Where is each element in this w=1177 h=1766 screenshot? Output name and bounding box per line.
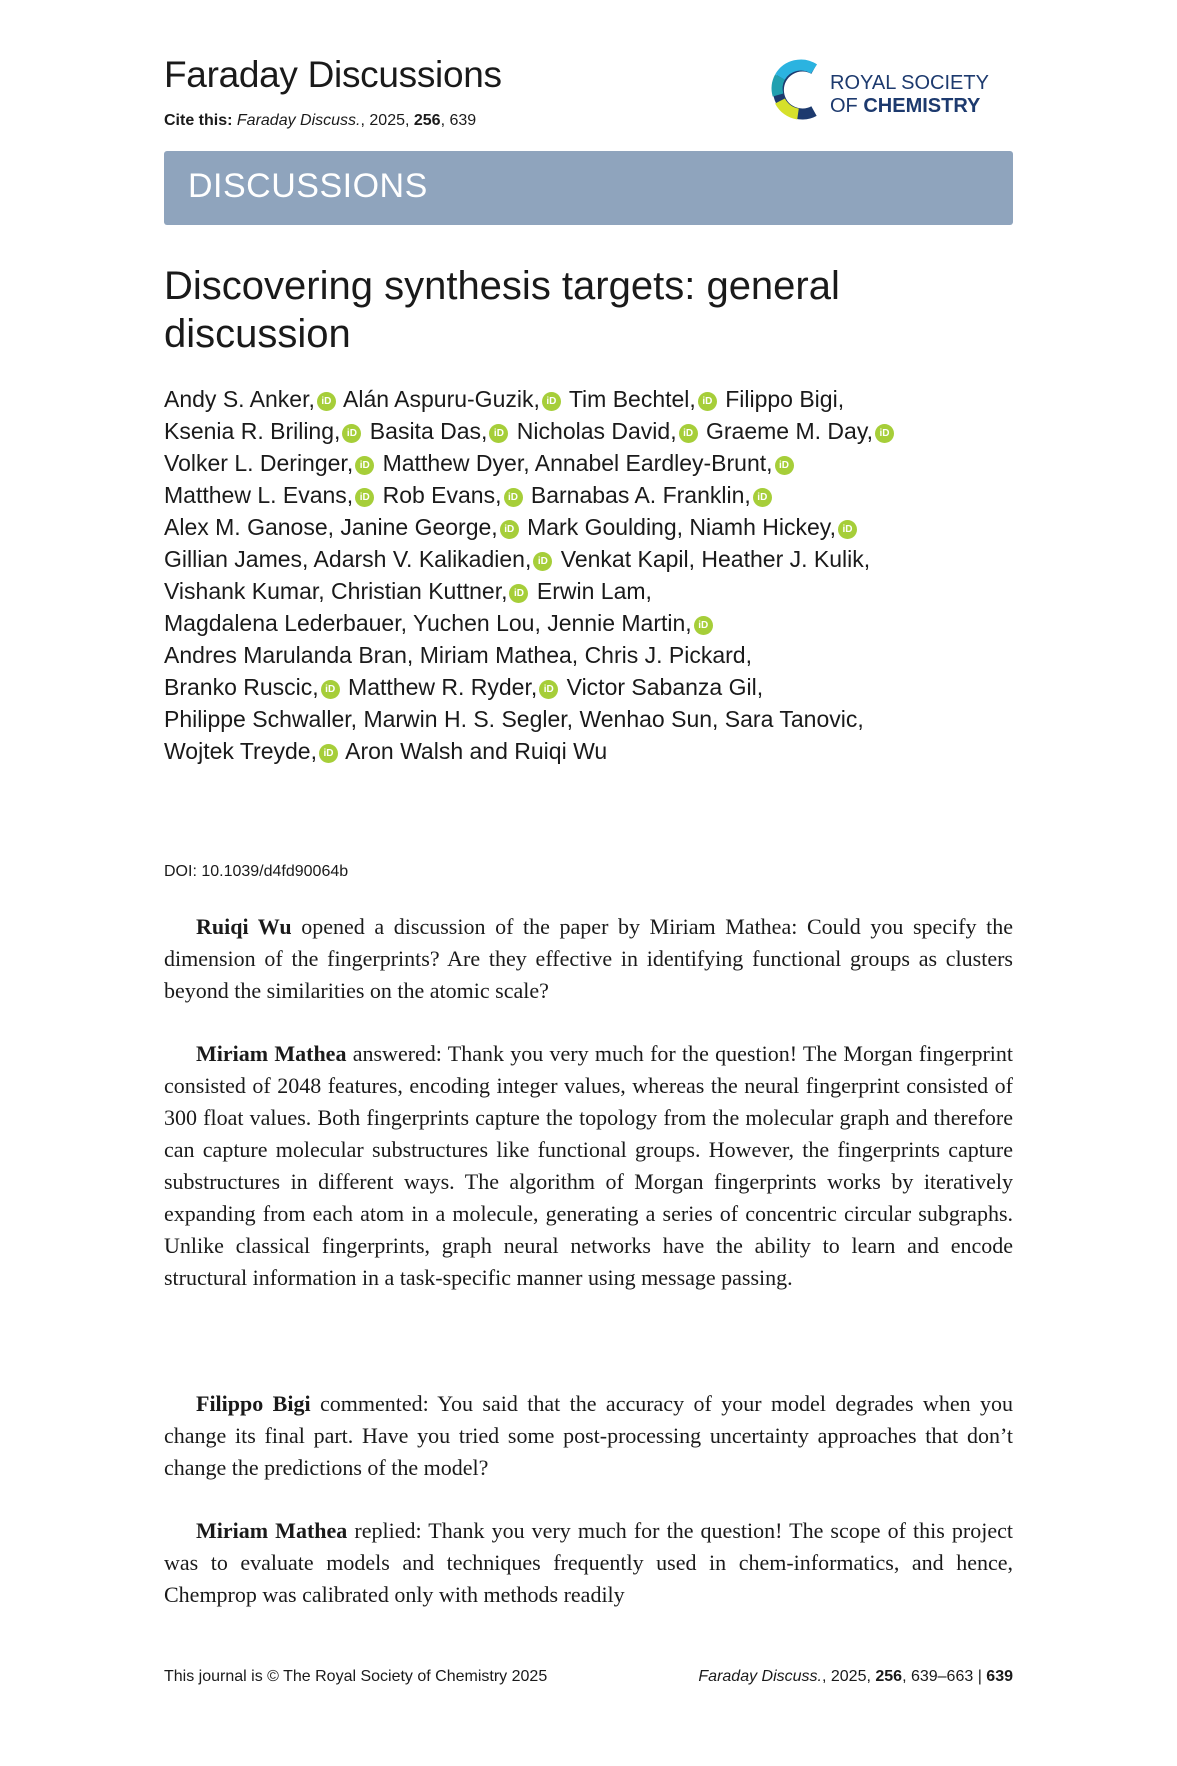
orcid-icon[interactable]: iD bbox=[775, 456, 794, 475]
cite-journal: Faraday Discuss. bbox=[236, 112, 361, 129]
author-name: Barnabas A. Franklin, bbox=[524, 482, 751, 508]
orcid-icon[interactable]: iD bbox=[509, 584, 528, 603]
paragraph-text: replied: Thank you very much for the question! The scope of this project was to evaluate models and techniques frequently used in chem-informatics, and hence, Chemprop was calibrated only with methods readily bbox=[164, 1518, 1014, 1607]
author-name: Alex M. Ganose, Janine George, bbox=[164, 514, 498, 540]
author-line bbox=[164, 575, 1024, 607]
cite-year: , 2025, bbox=[360, 112, 414, 129]
footer-copyright: This journal is © The Royal Society of Chemistry 2025 bbox=[164, 1668, 548, 1685]
orcid-icon[interactable]: iD bbox=[319, 744, 338, 763]
orcid-icon[interactable]: iD bbox=[753, 488, 772, 507]
author-name: Magdalena Lederbauer, Yuchen Lou, Jennie Martin, bbox=[164, 610, 692, 636]
orcid-icon[interactable]: iD bbox=[698, 392, 717, 411]
author-line bbox=[164, 415, 1024, 447]
footer-year: , 2025, bbox=[821, 1668, 876, 1685]
discussion-paragraph bbox=[164, 1515, 1013, 1611]
cite-page: , 639 bbox=[440, 112, 477, 129]
author-name: Erwin Lam, bbox=[530, 578, 652, 604]
author-name: Filippo Bigi, bbox=[718, 386, 845, 412]
author-line bbox=[164, 735, 1024, 767]
author-name: Andy S. Anker, bbox=[164, 386, 315, 412]
author-name: Venkat Kapil, Heather J. Kulik, bbox=[554, 546, 871, 572]
orcid-icon[interactable]: iD bbox=[679, 424, 698, 443]
author-name: Branko Ruscic, bbox=[164, 674, 319, 700]
orcid-icon[interactable]: iD bbox=[317, 392, 336, 411]
cite-volume: 256 bbox=[413, 112, 441, 129]
orcid-icon[interactable]: iD bbox=[694, 616, 713, 635]
author-name: Matthew L. Evans, bbox=[164, 482, 354, 508]
orcid-icon[interactable]: iD bbox=[355, 488, 374, 507]
author-name: Basita Das, bbox=[363, 418, 488, 444]
orcid-icon[interactable]: iD bbox=[355, 456, 374, 475]
speaker-name: Ruiqi Wu bbox=[196, 914, 292, 939]
orcid-icon[interactable]: iD bbox=[533, 552, 552, 571]
section-banner bbox=[164, 151, 1013, 225]
orcid-icon[interactable]: iD bbox=[875, 424, 894, 443]
cite-label: Cite this: bbox=[164, 112, 233, 129]
rsc-logo[interactable] bbox=[768, 55, 1018, 135]
author-name: Nicholas David, bbox=[510, 418, 677, 444]
author-name: Vishank Kumar, Christian Kuttner, bbox=[164, 578, 508, 604]
rsc-line1: ROYAL SOCIETY bbox=[830, 72, 989, 94]
citation bbox=[164, 112, 476, 130]
author-line bbox=[164, 511, 1024, 543]
paragraph-text: answered: Thank you very much for the question! The Morgan fingerprint consisted of 2048 features, encoding integer values, whereas the neural fingerprint consisted of 300 float values. Both fingerprints capture the topology from the molecular graph and therefore can capture molecular substructures like functional groups. However, the fingerprints capture substructures in different ways. The algorithm of Morgan fingerprints works by iteratively expanding from each atom in a molecule, generating a series of concentric circular subgraphs. Unlike classical fingerprints, graph neural networks have the ability to learn and encode structural information in a task-specific manner using message passing. bbox=[164, 1041, 1013, 1290]
orcid-icon[interactable]: iD bbox=[321, 680, 340, 699]
author-line bbox=[164, 607, 1024, 639]
orcid-icon[interactable]: iD bbox=[500, 520, 519, 539]
author-name: Victor Sabanza Gil, bbox=[560, 674, 764, 700]
author-line bbox=[164, 447, 1024, 479]
author-list bbox=[164, 383, 1024, 767]
article-title: Discovering synthesis targets: general discussion bbox=[164, 264, 840, 356]
footer-separator: | bbox=[973, 1668, 987, 1685]
orcid-icon[interactable]: iD bbox=[342, 424, 361, 443]
author-line bbox=[164, 639, 1024, 671]
journal-title: Faraday Discussions bbox=[164, 54, 502, 95]
page-footer bbox=[164, 1668, 1013, 1686]
paragraph-text: commented: You said that the accuracy of your model degrades when you change its final part. Have you tried some post-processing uncertainty approaches that don’t change the predictions of the model? bbox=[164, 1391, 1013, 1480]
orcid-icon[interactable]: iD bbox=[504, 488, 523, 507]
footer-volume: 256 bbox=[875, 1668, 903, 1685]
paragraph-text: opened a discussion of the paper by Miriam Mathea: Could you specify the dimension of the fingerprints? Are they effective in identifying functional groups as clusters beyond the similarities on the atomic scale? bbox=[164, 914, 1013, 1003]
section-label: DISCUSSIONS bbox=[188, 167, 428, 205]
orcid-icon[interactable]: iD bbox=[539, 680, 558, 699]
author-name: Mark Goulding, Niamh Hickey, bbox=[520, 514, 836, 540]
author-name: Alán Aspuru-Guzik, bbox=[337, 386, 540, 412]
rsc-line2 bbox=[830, 95, 989, 118]
page-number: 639 bbox=[986, 1668, 1013, 1685]
discussion-paragraph bbox=[164, 1388, 1013, 1484]
orcid-icon[interactable]: iD bbox=[489, 424, 508, 443]
author-name: Philippe Schwaller, Marwin H. S. Segler, Wenhao Sun, Sara Tanovic, bbox=[164, 706, 864, 732]
footer-pages: , 639–663 bbox=[902, 1668, 974, 1685]
rsc-line2-prefix: OF bbox=[830, 95, 864, 117]
discussion-paragraph bbox=[164, 911, 1013, 1007]
author-name: Andres Marulanda Bran, Miriam Mathea, Chris J. Pickard, bbox=[164, 642, 752, 668]
author-line bbox=[164, 543, 1024, 575]
speaker-name: Miriam Mathea bbox=[196, 1041, 347, 1066]
footer-journal: Faraday Discuss. bbox=[698, 1668, 822, 1685]
doi[interactable]: DOI: 10.1039/d4fd90064b bbox=[164, 863, 349, 880]
author-name: Gillian James, Adarsh V. Kalikadien, bbox=[164, 546, 532, 572]
speaker-name: Filippo Bigi bbox=[196, 1391, 311, 1416]
footer-citation bbox=[698, 1668, 1013, 1686]
author-line bbox=[164, 671, 1024, 703]
orcid-icon[interactable]: iD bbox=[542, 392, 561, 411]
author-line bbox=[164, 479, 1024, 511]
discussion-paragraph bbox=[164, 1038, 1013, 1294]
author-line bbox=[164, 383, 1024, 415]
author-name: Rob Evans, bbox=[376, 482, 502, 508]
author-name: Aron Walsh and Ruiqi Wu bbox=[339, 738, 608, 764]
author-name: Ksenia R. Briling, bbox=[164, 418, 341, 444]
author-name: Wojtek Treyde, bbox=[164, 738, 317, 764]
author-name: Matthew R. Ryder, bbox=[341, 674, 538, 700]
author-name: Volker L. Deringer, bbox=[164, 450, 354, 476]
author-name: Graeme M. Day, bbox=[699, 418, 873, 444]
author-name: Tim Bechtel, bbox=[562, 386, 696, 412]
author-name: Matthew Dyer, Annabel Eardley-Brunt, bbox=[376, 450, 773, 476]
rsc-emblem-icon bbox=[768, 55, 828, 125]
rsc-wordmark bbox=[830, 72, 989, 118]
speaker-name: Miriam Mathea bbox=[196, 1518, 348, 1543]
author-line bbox=[164, 703, 1024, 735]
orcid-icon[interactable]: iD bbox=[838, 520, 857, 539]
rsc-line2-bold: CHEMISTRY bbox=[863, 95, 981, 117]
